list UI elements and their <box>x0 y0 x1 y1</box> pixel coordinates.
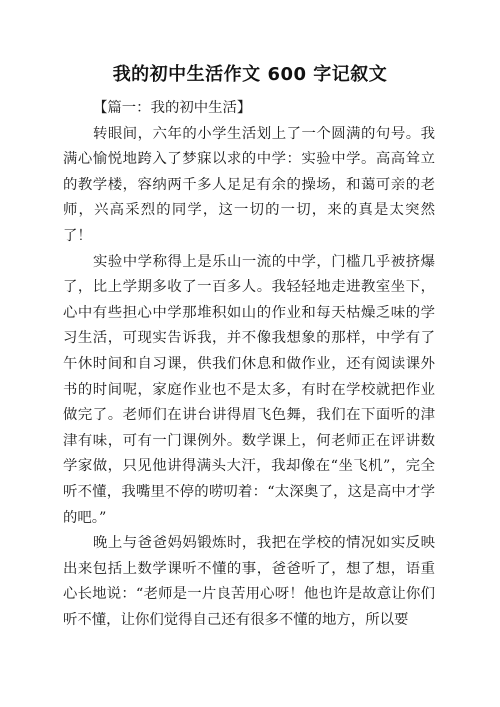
section-heading: 【篇一：我的初中生活】 <box>93 100 252 116</box>
paragraph-1: 转眼间，六年的小学生活划上了一个圆满的句号。我满心愉悦地跨入了梦寐以求的中学：实验中学。高高耸立的教学楼，容纳两千多人足足有余的操场，和蔼可亲的老师，兴高采烈的同学，这一切的一切，来的真是太突然了！ <box>63 125 435 244</box>
paragraph-2: 实验中学称得上是乐山一流的中学，门槛几乎被挤爆了，比上学期多收了一百多人。我轻轻地走进教室坐下，心中有些担心中学那堆积如山的作业和每天枯燥乏味的学习生活，可现实告诉我，并不像我想象的那样，中学有了午休时间和自习课，供我们休息和做作业，还有阅读课外书的时间呢，家庭作业也不是太多，有时在学校就把作业做完了。老师们在讲台讲得眉飞色舞，我们在下面听的津津有味，可有一门课例外。数学课上，何老师正在评讲数学家做，只见他讲得满头大汗，我却像在“坐飞机”，完全听不懂，我嘴里不停的唠叨着：“太深奥了，这是高中才学的吧。” <box>63 253 435 526</box>
document-body <box>63 96 435 633</box>
document-title: 我的初中生活作文 600 字记叙文 <box>112 64 388 85</box>
paragraph-3: 晚上与爸爸妈妈锻炼时，我把在学校的情况如实反映出来包括上数学课听不懂的事，爸爸听了，想了想，语重心长地说：“老师是一片良苦用心呀！他也许是故意让你们听不懂，让你们觉得自己还有很多不懂的地方，所以要 <box>63 535 435 628</box>
